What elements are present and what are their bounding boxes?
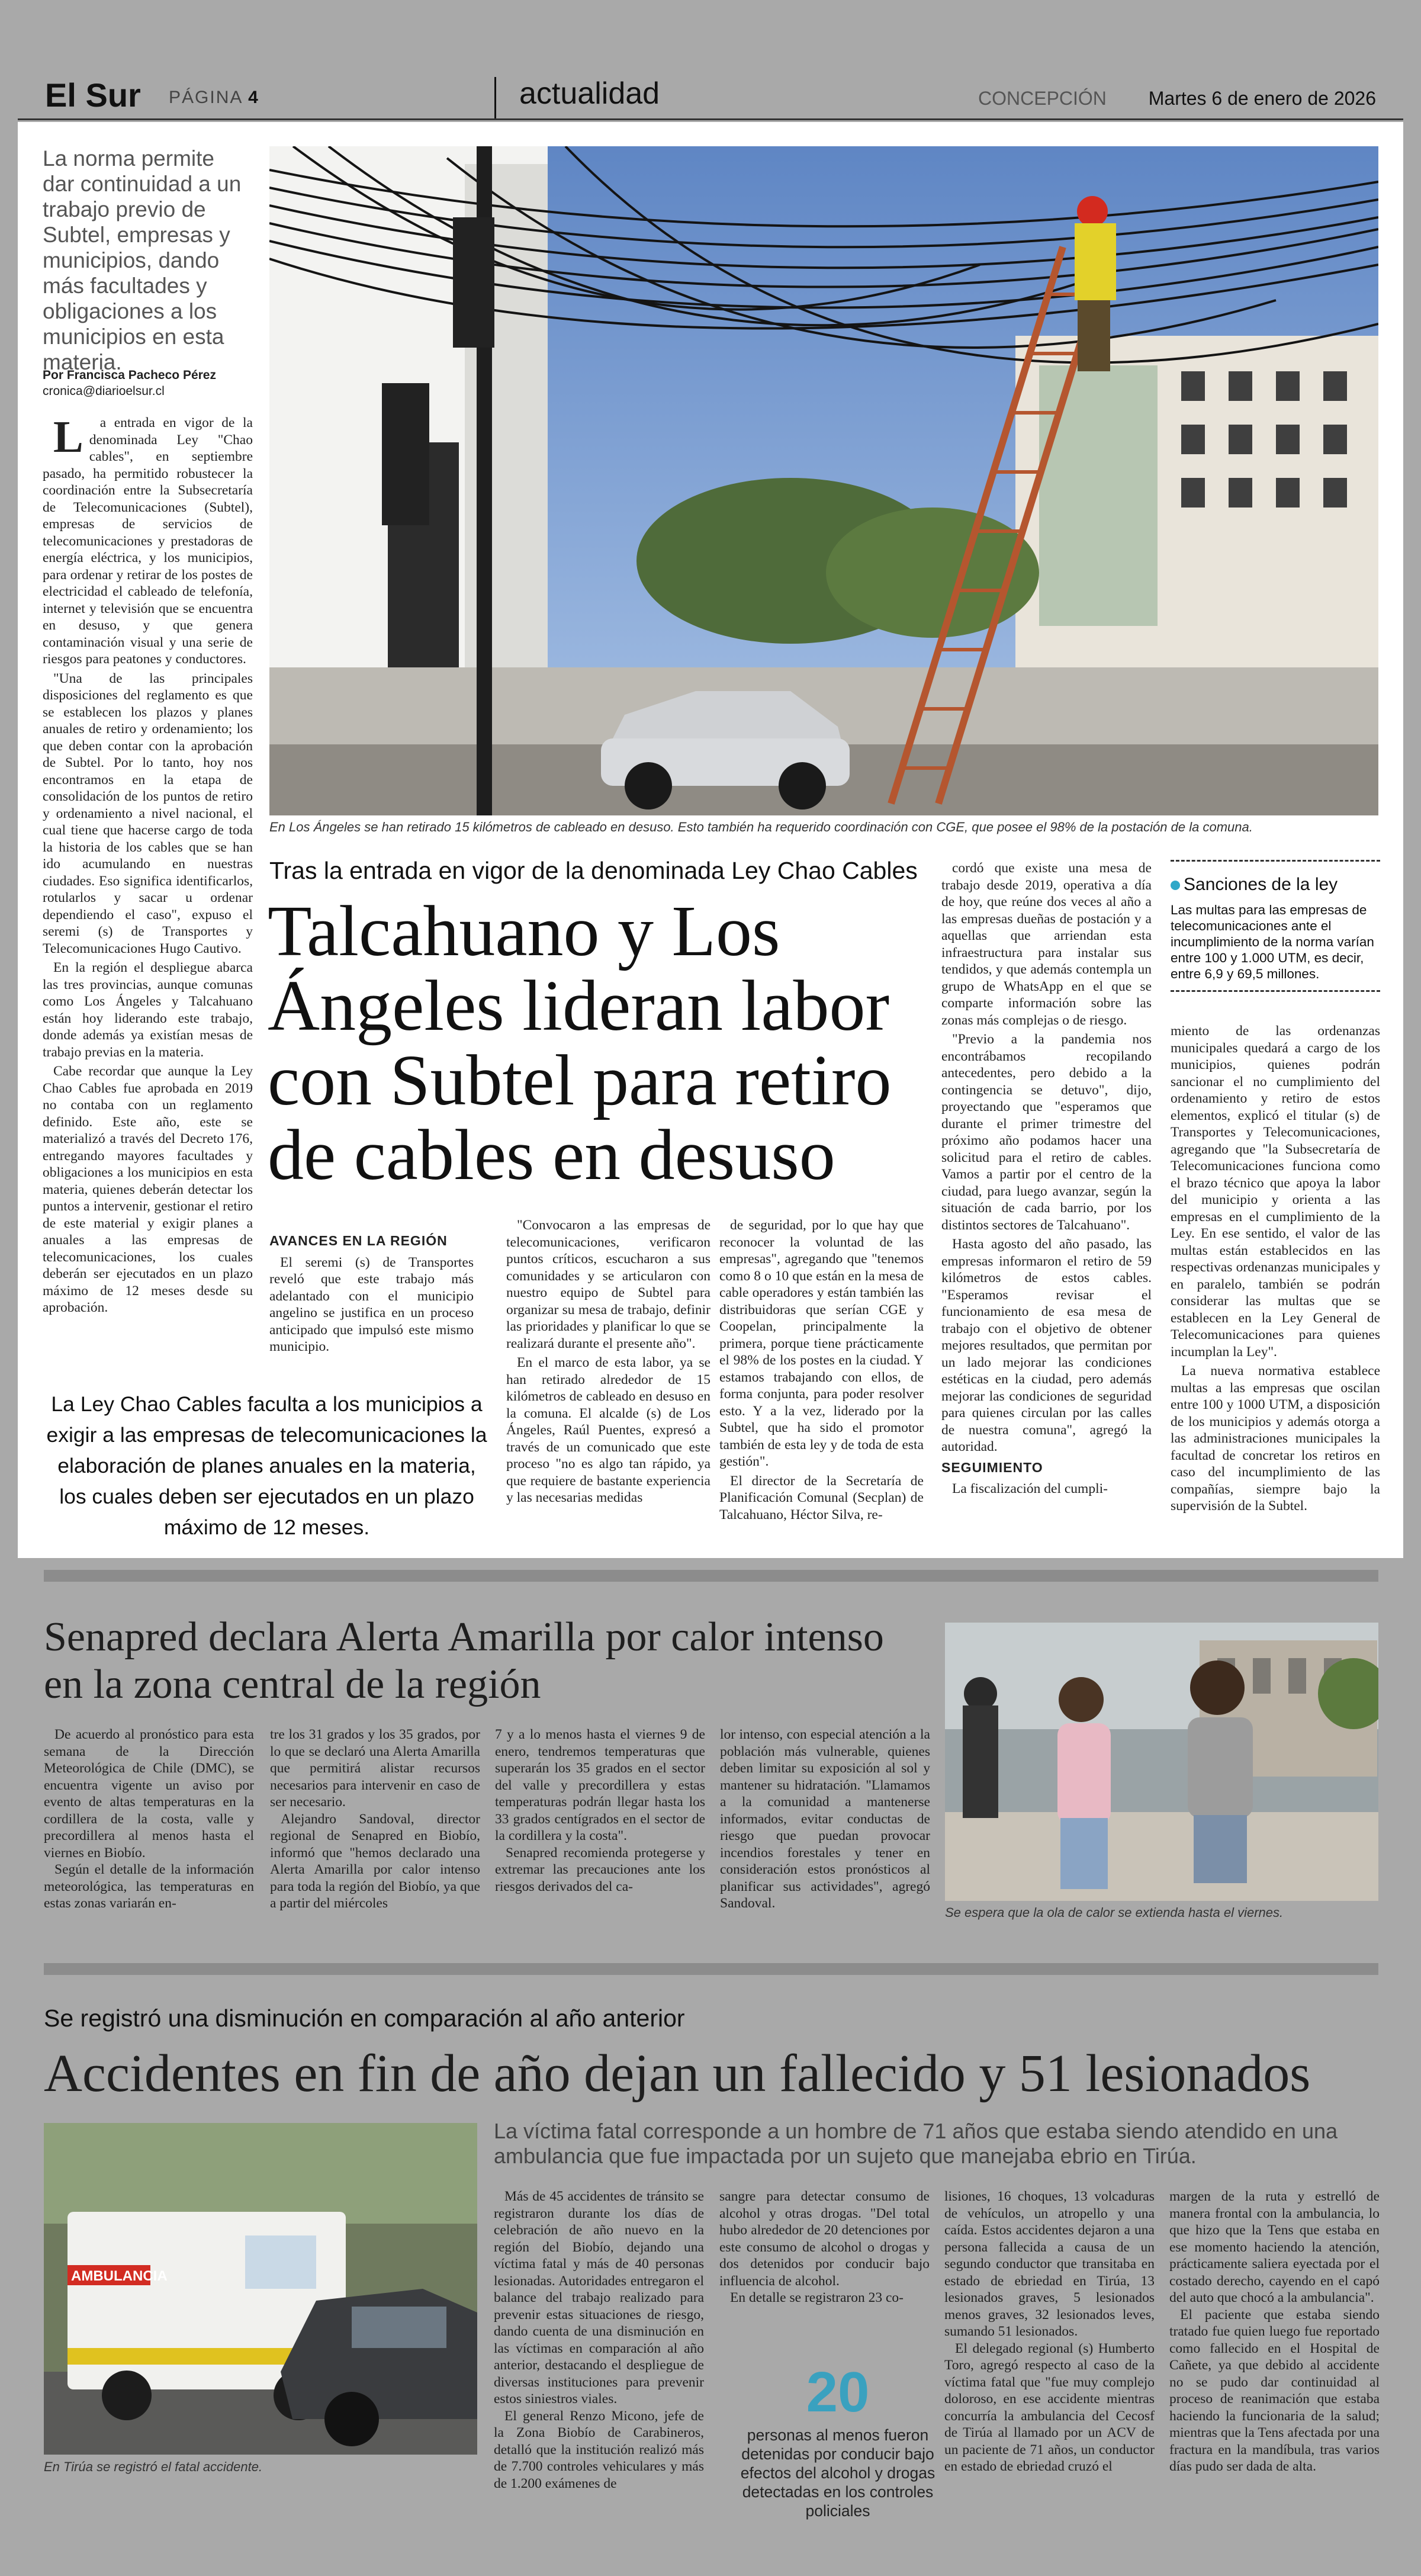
sanctions-sidebar [1171, 860, 1380, 992]
paragraph: tre los 31 grados y los 35 grados, por lo que se declaró una Alerta Amarilla que permitirá alistar recursos necesarios para intervenir en caso de ser necesario. [270, 1727, 480, 1810]
heat-headline: Senapred declara Alerta Amarilla por calor intenso en la zona central de la región [44, 1614, 884, 1707]
paragraph: En la región el despliegue abarca las tres provincias, aunque comunas como Los Ángeles y Talcahuano están hoy liderando este trabajo, donde además ya existían mesas de trabajo previas en la materia. [43, 960, 253, 1060]
paragraph: 7 y a lo menos hasta el viernes 9 de enero, tendremos temperaturas que superarán los 35 grados en el sector del valle y precordillera y estas temperaturas podrán llegar hasta los 33 grados centígrados en el sector de la cordillera y la costa". [495, 1727, 705, 1843]
heat-column-4 [720, 1726, 930, 1912]
byline-email: cronica@diarioelsur.cl [43, 384, 165, 398]
paragraph: lor intenso, con especial atención a la población más vulnerable, quienes deben limitar su exposición al sol y mantener su hidratación. "Llamamos a la comunidad a mantenerse informados, evitar conductas de riesgo que puedan provocar incendios forestales y tener en consideración estos pronósticos al planificar sus actividades", agregó Sandoval. [720, 1727, 930, 1911]
subheading-avances: AVANCES EN LA REGIÓN [269, 1233, 448, 1248]
heat-photo-caption: Se espera que la ola de calor se extienda hasta el viernes. [945, 1905, 1284, 1920]
paragraph: El seremi (s) de Transportes reveló que este trabajo más adelantado con el municipio angelino se justifica en un proceso anticipado que impulsó este mismo municipio. [269, 1254, 474, 1354]
lead-column-1 [43, 412, 253, 1319]
lead-kicker: Tras la entrada en vigor de la denominada Ley Chao Cables [269, 857, 918, 884]
paragraph: De acuerdo al pronóstico para esta semana de la Dirección Meteorológica de Chile (DMC), se encuentra vigente un aviso por evento de altas temperaturas en la cordillera de la costa, valle y precordillera al menos hasta el viernes en Biobío. [44, 1727, 254, 1861]
lead-column-2 [269, 1229, 474, 1358]
sidebar-title-text: Sanciones de la ley [1184, 875, 1338, 894]
crashed-ambulance-image [44, 2123, 477, 2455]
stat-number: 20 [806, 2360, 870, 2424]
section-separator [44, 1570, 1378, 1582]
paragraph: miento de las ordenanzas municipales quedará a cargo de los municipios, quienes podrán sancionar el no cumplimiento del ordenamiento y retiro de estos elementos, explicó el titular (s) de Transportes y Telecomunicaciones, agregando que "la Subsecretaría de Telecomunicaciones funciona como el brazo técnico que apoya la labor del municipio y orienta a las empresas en el cumplimiento de la Ley. En ese sentido, el valor de las multas están establecidos en las respectivas ordenanzas municipales y en paralelo, también se podrán considerar las multas que se establecen en la Ley General de Telecomunicaciones para quienes incumplan la Ley". [1171, 1023, 1380, 1360]
subheading-seguimiento: SEGUIMIENTO [941, 1459, 1043, 1475]
heat-photo [945, 1623, 1378, 1901]
page-label: PÁGINA [169, 88, 242, 107]
stat-description: personas al menos fueron detenidas por conducir bajo efectos del alcohol y drogas detectadas en los controles policiales [740, 2426, 935, 2520]
lead-photo-caption: En Los Ángeles se han retirado 15 kilómetros de cableado en desuso. Esto también ha requerido coordinación con CGE, que posee el 98% de la postación de la comuna. [269, 820, 1253, 834]
paragraph: "Convocaron a las empresas de telecomunicaciones, verificaron puntos críticos, escucharon a sus comunidades y se articularon con nuestro equipo de Subtel para organizar su mesa de trabajo, definir las prioridades y planificar lo que se realizará durante el presente año". [506, 1218, 710, 1351]
lead-photo [269, 146, 1378, 815]
accidents-photo-caption: En Tirúa se registró el fatal accidente. [44, 2459, 263, 2474]
paragraph: sangre para detectar consumo de alcohol y otras drogas. "Del total hubo alrededor de 20 detenciones por este consumo de alcohol o drogas y dos detenidos por conducir bajo influencia de alcohol. [719, 2189, 930, 2289]
sidebar-title [1171, 875, 1380, 895]
accidents-kicker: Se registró una disminución en comparación al año anterior [44, 2005, 685, 2032]
heat-column-3 [495, 1726, 705, 1895]
paragraph: Según el detalle de la información meteorológica, las temperaturas en estas zonas variarán en- [44, 1862, 254, 1911]
issue-date: Martes 6 de enero de 2026 [1148, 88, 1376, 109]
masthead [0, 0, 1421, 118]
lead-headline: Talcahuano y Los Ángeles lideran labor con Subtel para retiro de cables en desuso [268, 891, 892, 1195]
accidents-column-1 [494, 2188, 704, 2492]
paragraph: Senapred recomienda protegerse y extremar las precauciones ante los riesgos derivados del ca- [495, 1845, 705, 1894]
accidents-headline: Accidentes en fin de año dejan un fallecido y 51 lesionados [44, 2044, 1311, 2103]
paragraph: El delegado regional (s) Humberto Toro, agregó respecto al caso de la víctima fatal que "fue muy complejo doloroso, en ese accidente mientras concurría la ambulancia del Cecosf de Tirúa al llamado por un ACV de un paciente de 71 años, un conductor en estado de ebriedad cruzó el [944, 2340, 1155, 2474]
ambulance-label: AMBULANCIA [71, 2268, 168, 2284]
accidents-column-2 [719, 2188, 930, 2307]
paragraph: margen de la ruta y estrelló de manera frontal con la ambulancia, lo que hizo que la Tens que estaba en ese momento haciendo la atención, prácticamente saliera eyectada por el costado derecho, cayendo en el capó del auto que chocó a la ambulancia". [1169, 2189, 1380, 2305]
lead-column-3 [506, 1217, 710, 1509]
lead-column-4 [719, 1217, 924, 1525]
paragraph: El director de la Secretaría de Planificación Comunal (Secplan) de Talcahuano, Héctor Silva, re- [719, 1473, 924, 1523]
paragraph: El general Renzo Micono, jefe de la Zona Biobío de Carabineros, detalló que la institución realizó más de 7.700 controles vehiculares y más de 1.200 exámenes de [494, 2408, 704, 2491]
paragraph: lisiones, 16 choques, 13 volcaduras de vehículos, un atropello y una caída. Estos accidentes dejaron a una persona fallecida a causa de un segundo conductor que transitaba en estado de ebriedad en Tirúa, 13 lesionados graves, 5 lesionados menos graves, 32 lesionados leves, sumando 51 lesionados. [944, 2189, 1155, 2339]
paragraph: Cabe recordar que aunque la Ley Chao Cables fue aprobada en 2019 no contaba con un reglamento definido. Este año, este se materializó a través del Decreto 176, entregando mayores facultades y obligaciones a los municipios en esta materia, quienes deberán detectar los puntos a intervenir, gestionar el retiro de este material y exigir planes a anuales a las empresas de telecomunicaciones, los cuales deberán ser ejecutados en un plazo máximo de 12 meses desde su aprobación. [43, 1064, 253, 1315]
byline [43, 367, 244, 399]
paragraph: La fiscalización del cumpli- [952, 1481, 1108, 1496]
paragraph: El paciente que estaba siendo tratado fue quien luego fue reportado como fallecido en el Hospital de Cañete, ya que debido al accidente no se pudo dar continuidad al proceso de reanimación que estaba haciendo la funcionaria de la salud; mientras que la Tens afectada por una fractura en la mandíbula, tras varios días pudo ser dada de alta. [1169, 2307, 1380, 2474]
paragraph: "Una de las principales disposiciones del reglamento es que se establecen los plazos y planes anuales de retiro y ordenamiento; los que deben contar con la aprobación de Subtel. Por lo tanto, hoy nos encontramos en la etapa de consolidación de los puntos de retiro y ordenamiento a nivel nacional, el cual tiene que hacerse cargo de toda la historia de los cables que se han ido acumulando en nuestras ciudades. Eso significa identificarlos, rotularlos y sacar u ordenar dependiendo el caso", expuso el seremi (s) de Transportes y Telecomunicaciones Hugo Cautivo. [43, 670, 253, 956]
newspaper-brand: El Sur [45, 76, 141, 114]
paragraph: cordó que existe una mesa de trabajo desde 2019, operativa a día de hoy, que reúne dos veces al año a las empresas dueñas de postación y a aquellas que arriendan esta infraestructura para instalar sus tendidos, y que además contempla un grupo de WhatsApp en el que se comparte información sobre las zonas más complejas o de riesgo. [941, 860, 1152, 1028]
paragraph: Más de 45 accidentes de tránsito se registraron durante los días de celebración de año nuevo en la región del Biobío, dejando una víctima fatal y más de 40 personas lesionadas. Autoridades entregaron el balance del trabajo realizado para prevenir estas situaciones de riesgo, dando cuenta de una disminución en las víctimas en comparación al año anterior, destacando el despliegue de diversas instituciones para prevenir estos siniestros viales. [494, 2189, 704, 2407]
heat-column-2 [270, 1726, 480, 1912]
stat-callout [734, 2360, 941, 2520]
page-indicator [169, 88, 259, 108]
paragraph: En el marco de esta labor, ya se han retirado alrededor de 15 kilómetros de cableado en desuso en la comuna. El alcalde (s) de Los Ángeles, Raúl Puentes, expresó a través de un comunicado que este proceso "no es algo tan rápido, ya que requiere de bastante experiencia y las necesarias medidas [506, 1355, 710, 1505]
girls-eating-icecream-image [945, 1623, 1378, 1901]
lead-intro: La norma permite dar continuidad a un trabajo previo de Subtel, empresas y municipios, dando más facultades y obligaciones a los municipios en esta materia. [43, 146, 242, 374]
paragraph: Hasta agosto del año pasado, las empresas informaron el retiro de 59 kilómetros de estos cables. "Esperamos revisar el funcionamiento de esa mesa de trabajo con el objetivo de obtener mejores resultados, que permitan por un lado mejorar las condiciones estéticas en la ciudad, pero además mejorar las condiciones de seguridad para quienes circulan por las calles de nuestra comuna", agregó la autoridad. [941, 1236, 1152, 1454]
accidents-column-4 [1169, 2188, 1380, 2475]
section-separator [44, 1963, 1378, 1975]
page-number: 4 [248, 88, 259, 107]
pullquote: La Ley Chao Cables faculta a los municipios a exigir a las empresas de telecomunicaciones la elaboración de planes anuales en la materia, los cuales deben ser ejecutados en un plazo máximo de 12 meses. [46, 1392, 487, 1539]
cables-scene-image [269, 146, 1378, 815]
masthead-rule [18, 118, 1403, 120]
paragraph: de seguridad, por lo que hay que reconocer la voluntad de las empresas", agregando que "tenemos como 8 o 10 que están en la mesa de cable operadores y están también las distribuidoras que serían CGE y Coopelan, principalmente la primera, porque tiene prácticamente el 98% de los postes en la ciudad. Y estamos trabajando con ellos, de forma conjunta, para poder resolver esto. Y a la vez, liderado por la Subtel, que ha sido el promotor también de esta ley y de toda de esta gestión". [719, 1218, 924, 1469]
bullet-dot-icon [1171, 881, 1180, 890]
city-label: CONCEPCIÓN [978, 88, 1107, 109]
lead-column-6 [1171, 1023, 1380, 1517]
byline-author: Por Francisca Pacheco Pérez [43, 368, 216, 382]
paragraph: Alejandro Sandoval, director regional de Senapred en Biobío, informó que "hemos declarado una Alerta Amarilla por calor intenso para toda la región del Biobío, ya que a partir del miércoles [270, 1811, 480, 1911]
accidents-photo [44, 2123, 477, 2455]
section-name: actualidad [519, 76, 660, 111]
paragraph: La entrada en vigor de la denominada Ley "Chao cables", en septiembre pasado, ha permitido robustecer la coordinación entre la Subsecretaría de Telecomunicaciones (Subtel), empresas de servicios de telecomunicaciones y prestadoras de energía eléctrica, y los municipios, para ordenar y retirar de los postes de electricidad el cableado de telefonía, internet y televisión que se encuentra en desuso, y que genera contaminación visual y una serie de riesgos para peatones y conductores. [43, 412, 253, 667]
lead-column-5 [941, 860, 1152, 1500]
paragraph: "Previo a la pandemia nos encontrábamos recopilando antecedentes, pero debido a la contingencia se detuvo", dijo, proyectando que "esperamos que durante el primer trimestre del próximo año podamos hacer una solicitud para el retiro de cables. Vamos a partir por el centro de la ciudad, para luego avanzar, según la situación de cada barrio, por los distintos sectores de Talcahuano". [941, 1032, 1152, 1233]
heat-column-1 [44, 1726, 254, 1912]
paragraph: En detalle se registraron 23 co- [730, 2290, 904, 2305]
paragraph: La nueva normativa establece multas a las empresas que oscilan entre 100 y 1000 UTM, a disposición de los municipios y además otorga a las administraciones municipales la facultad de concretar los retiros en caso del incumplimiento de las compañías, siempre bajo la supervisión de la Subtel. [1171, 1363, 1380, 1514]
accidents-intro: La víctima fatal corresponde a un hombre de 71 años que estaba siendo atendido en una ambulancia que fue impactada por un sujeto que manejaba ebrio en Tirúa. [494, 2119, 1338, 2168]
accidents-column-3 [944, 2188, 1155, 2475]
sidebar-text: Las multas para las empresas de telecomunicaciones ante el incumplimiento de la norma varían entre 100 y 1.000 UTM, es decir, entre 6,9 y 69,5 millones. [1171, 902, 1380, 992]
section-divider [494, 77, 496, 118]
